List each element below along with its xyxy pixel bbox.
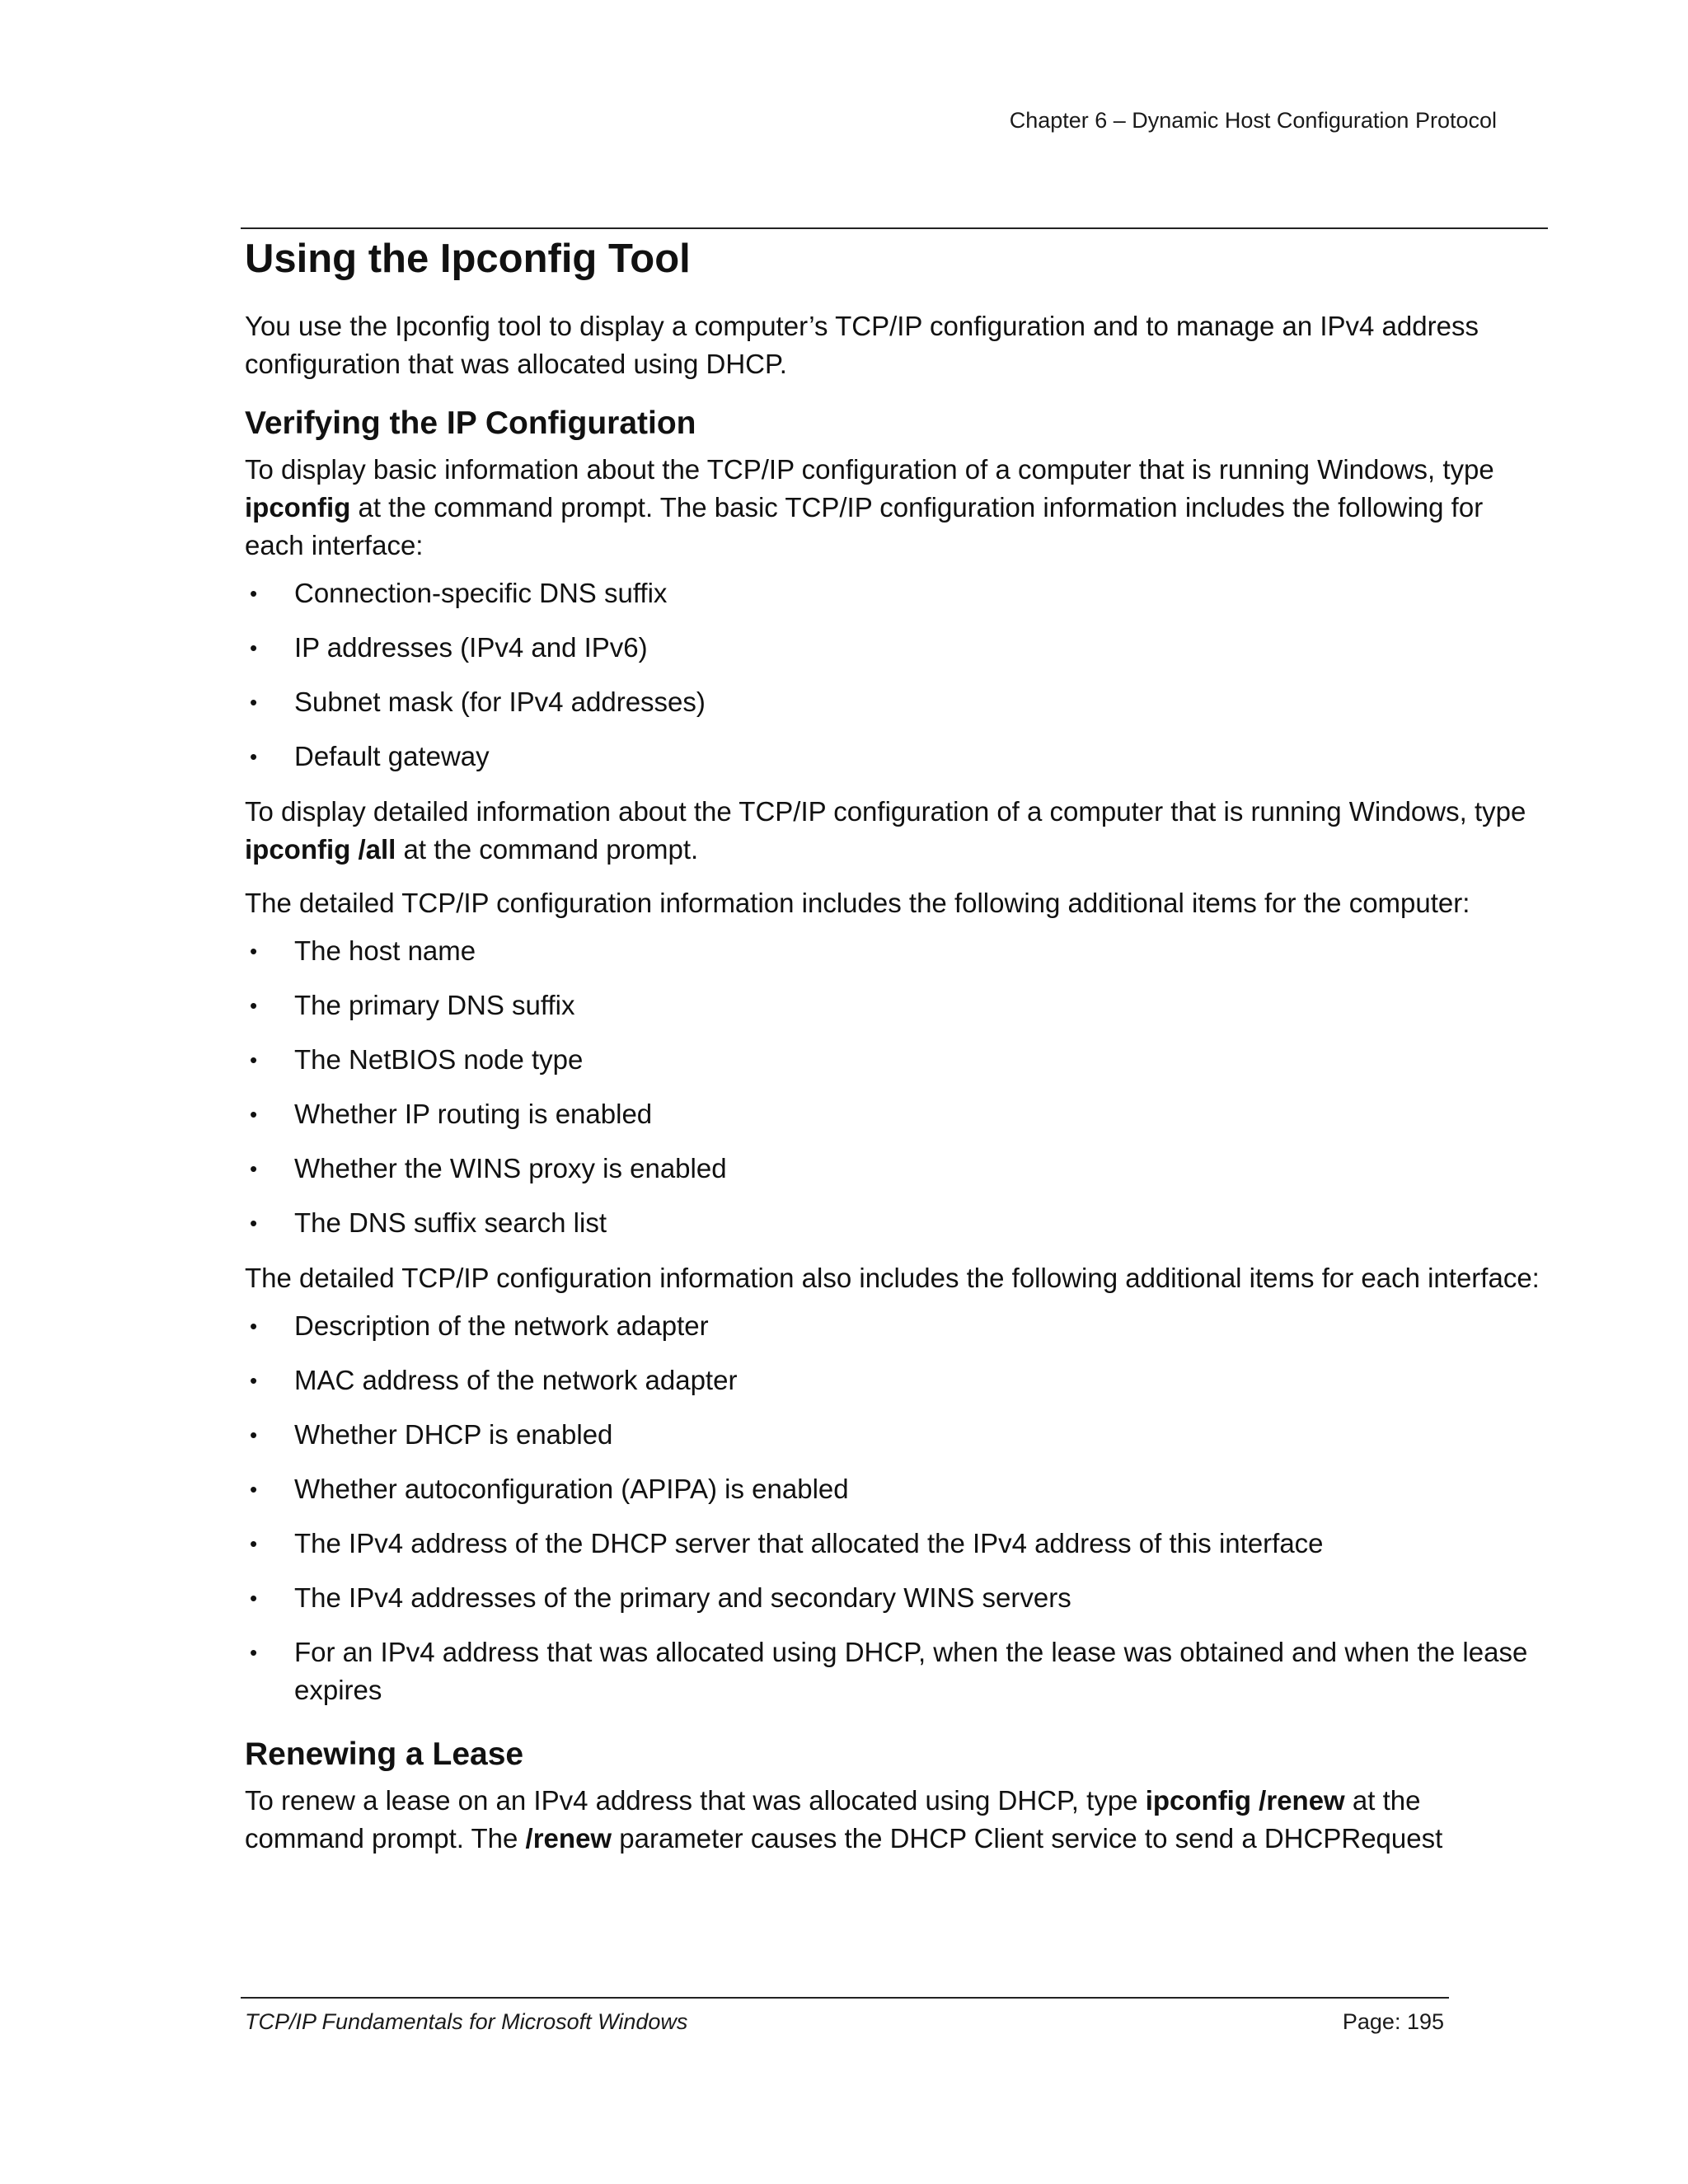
list-item	[245, 1579, 1543, 1617]
paragraph-basic-info	[245, 451, 1543, 565]
paragraph-interface-items: The detailed TCP/IP configuration information also includes the following additional items for each interface:	[245, 1263, 1540, 1293]
list-item	[245, 1525, 1543, 1563]
list-item	[245, 1150, 1543, 1188]
bullet-icon: •	[250, 1211, 258, 1235]
list-item-text: Subnet mask (for IPv4 addresses)	[294, 687, 706, 717]
bullet-icon: •	[250, 581, 258, 606]
section-heading-verifying: Verifying the IP Configuration	[245, 405, 696, 441]
bullet-icon: •	[250, 1047, 258, 1072]
list-item	[245, 932, 1543, 970]
command-ipconfig-all: ipconfig /all	[245, 834, 396, 865]
text-run: at the command prompt. The	[245, 1785, 1421, 1854]
paragraph-detailed-info	[245, 793, 1543, 869]
command-ipconfig: ipconfig	[245, 492, 351, 523]
text-run: To display detailed information about the TCP/IP configuration of a computer that is running Windows, type	[245, 796, 1526, 827]
list-item-text: Whether the WINS proxy is enabled	[294, 1153, 727, 1183]
list-item	[245, 738, 1543, 776]
list-item	[245, 1633, 1543, 1709]
footer-rule	[241, 1997, 1449, 1999]
header-rule	[241, 227, 1548, 229]
list-item-text: The IPv4 address of the DHCP server that allocated the IPv4 address of this interface	[294, 1528, 1324, 1558]
list-item-text: The IPv4 addresses of the primary and secondary WINS servers	[294, 1582, 1071, 1613]
list-item-text: Whether autoconfiguration (APIPA) is enabled	[294, 1474, 849, 1504]
running-head: Chapter 6 – Dynamic Host Configuration Protocol	[1009, 108, 1497, 133]
list-item	[245, 987, 1543, 1024]
paragraph-renew	[245, 1782, 1543, 1858]
list-item	[245, 1041, 1543, 1079]
list-item-text: Default gateway	[294, 741, 490, 771]
bullet-icon: •	[250, 993, 258, 1018]
list-item	[245, 683, 1543, 721]
page-title: Using the Ipconfig Tool	[245, 237, 691, 281]
bullet-icon: •	[250, 1422, 258, 1447]
footer-book-title: TCP/IP Fundamentals for Microsoft Windows	[245, 2009, 688, 2034]
bullet-icon: •	[250, 1640, 258, 1665]
footer-page-number: Page: 195	[1342, 2009, 1444, 2034]
text-run: To renew a lease on an IPv4 address that was allocated using DHCP, type	[245, 1785, 1146, 1816]
bullet-icon: •	[250, 1102, 258, 1127]
bullet-icon: •	[250, 690, 258, 715]
list-item	[245, 574, 1543, 612]
list-item	[245, 629, 1543, 667]
text-run: To display basic information about the TCP/IP configuration of a computer that is running Windows, type	[245, 454, 1494, 485]
list-item	[245, 1470, 1543, 1508]
list-item-text: Whether IP routing is enabled	[294, 1099, 653, 1129]
list-item	[245, 1416, 1543, 1454]
bullet-list-computer	[245, 932, 1543, 1242]
intro-paragraph: You use the Ipconfig tool to display a computer’s TCP/IP configuration and to manage an IPv4 address configuration that was allocated using DHCP.	[245, 311, 1479, 379]
bullet-icon: •	[250, 1477, 258, 1502]
list-item-text: For an IPv4 address that was allocated using DHCP, when the lease was obtained and when the lease expires	[294, 1637, 1528, 1705]
list-item-text: The primary DNS suffix	[294, 990, 575, 1020]
list-item-text: MAC address of the network adapter	[294, 1365, 738, 1395]
list-item	[245, 1204, 1543, 1242]
bullet-list-interface	[245, 1307, 1543, 1709]
page-content	[245, 232, 1543, 1858]
list-item-text: Connection-specific DNS suffix	[294, 578, 668, 608]
bullet-icon: •	[250, 939, 258, 963]
list-item-text: IP addresses (IPv4 and IPv6)	[294, 632, 648, 663]
parameter-renew: /renew	[525, 1823, 612, 1854]
list-item	[245, 1095, 1543, 1133]
text-run: at the command prompt.	[396, 834, 699, 865]
list-item-text: Whether DHCP is enabled	[294, 1419, 613, 1450]
bullet-icon: •	[250, 744, 258, 769]
list-item	[245, 1307, 1543, 1345]
text-run: at the command prompt. The basic TCP/IP configuration information includes the following for each interface:	[245, 492, 1484, 560]
bullet-icon: •	[250, 1586, 258, 1610]
list-item-text: The DNS suffix search list	[294, 1207, 607, 1238]
paragraph-computer-items: The detailed TCP/IP configuration information includes the following additional items for the computer:	[245, 888, 1470, 918]
bullet-icon: •	[250, 1156, 258, 1181]
text-run: parameter causes the DHCP Client service to send a DHCPRequest	[612, 1823, 1443, 1854]
list-item-text: The NetBIOS node type	[294, 1044, 584, 1075]
command-ipconfig-renew: ipconfig /renew	[1145, 1785, 1345, 1816]
bullet-list-basic	[245, 574, 1543, 776]
bullet-icon: •	[250, 1531, 258, 1556]
bullet-icon: •	[250, 1314, 258, 1338]
bullet-icon: •	[250, 1368, 258, 1393]
list-item-text: The host name	[294, 935, 476, 966]
list-item-text: Description of the network adapter	[294, 1310, 709, 1341]
section-heading-renewing: Renewing a Lease	[245, 1736, 524, 1772]
bullet-icon: •	[250, 635, 258, 660]
list-item	[245, 1361, 1543, 1399]
